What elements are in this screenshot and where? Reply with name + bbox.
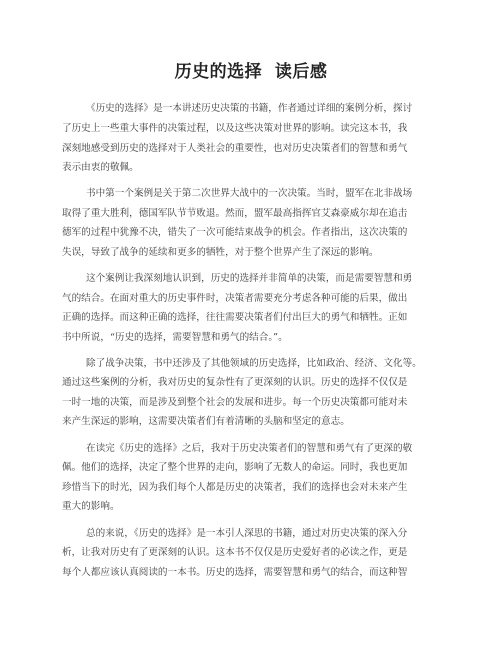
paragraph-1-line-2: 了历史上一些重大事件的决策过程，以及这些决策对世界的影响。读完这本书，我	[62, 123, 408, 134]
paragraph-1-line-4: 表示由衷的敬佩。	[62, 162, 139, 173]
paragraph-3-line-4: 书中所说，“历史的选择，需要智慧和勇气的结合。”。	[62, 332, 288, 343]
paragraph-4-line-3: 一时一地的决策，而是涉及到整个社会的发展和进步。每一个历史决策都可能对未	[62, 397, 408, 408]
paragraph-5-line-2: 佩。他们的选择，决定了整个世界的走向，影响了无数人的命运。同时，我也更加	[62, 462, 408, 473]
paragraph-3-line-2: 气的结合。在面对重大的历史事件时，决策者需要充分考虑各种可能的后果，做出	[62, 293, 408, 304]
paragraph-6-line-1: 总的来说，《历史的选择》是一本引人深思的书籍，通过对历史决策的深入分	[86, 528, 408, 539]
paragraph-4-line-4: 来产生深远的影响，这需要决策者们有着清晰的头脑和坚定的意志。	[62, 416, 350, 427]
paragraph-3-line-3: 正确的选择。而这种正确的选择，往往需要决策者们付出巨大的勇气和牺牲。正如	[62, 312, 408, 323]
paragraph-5-line-4: 重大的影响。	[62, 501, 120, 512]
paragraph-2-line-1: 书中第一个案例是关于第二次世界大战中的一次决策。当时，盟军在北非战场	[86, 188, 413, 199]
paragraph-2-line-4: 失误，导致了战争的延续和更多的牺牲，对于整个世界产生了深远的影响。	[62, 247, 379, 258]
paragraph-1-line-1: 《历史的选择》是一本讲述历史决策的书籍，作者通过详细的案例分析，探讨	[86, 103, 413, 114]
paragraph-6-line-3: 每个人都应该认真阅读的一本书。历史的选择，需要智慧和勇气的结合，而这种智	[62, 567, 408, 578]
paragraph-4-line-2: 通过这些案例的分析，我对历史的复杂性有了更深刻的认识。历史的选择不仅仅是	[62, 377, 408, 388]
paragraph-3-line-1: 这个案例让我深刻地认识到，历史的选择并非简单的决策，而是需要智慧和勇	[86, 273, 413, 284]
paragraph-5-line-3: 珍惜当下的时光，因为我们每个人都是历史的决策者，我们的选择也会对未来产生	[62, 482, 408, 493]
page-title: 历史的选择 读后感	[174, 62, 328, 82]
paragraph-2-line-3: 德军的过程中犹豫不决，错失了一次可能结束战争的机会。作者指出，这次决策的	[62, 227, 408, 238]
paragraph-1-line-3: 深刻地感受到历史的选择对于人类社会的重要性，也对历史决策者们的智慧和勇气	[62, 143, 408, 154]
paragraph-2-line-2: 取得了重大胜利，德国军队节节败退。然而，盟军最高指挥官艾森豪威尔却在追击	[62, 208, 408, 219]
paragraph-4-line-1: 除了战争决策，书中还涉及了其他领域的历史选择，比如政治、经济、文化等。	[86, 358, 422, 369]
paragraph-6-line-2: 析，让我对历史有了更深刻的认识。这本书不仅仅是历史爱好者的必读之作，更是	[62, 547, 408, 558]
paragraph-5-line-1: 在读完《历史的选择》之后，我对于历史决策者们的智慧和勇气有了更深的敬	[86, 443, 413, 454]
